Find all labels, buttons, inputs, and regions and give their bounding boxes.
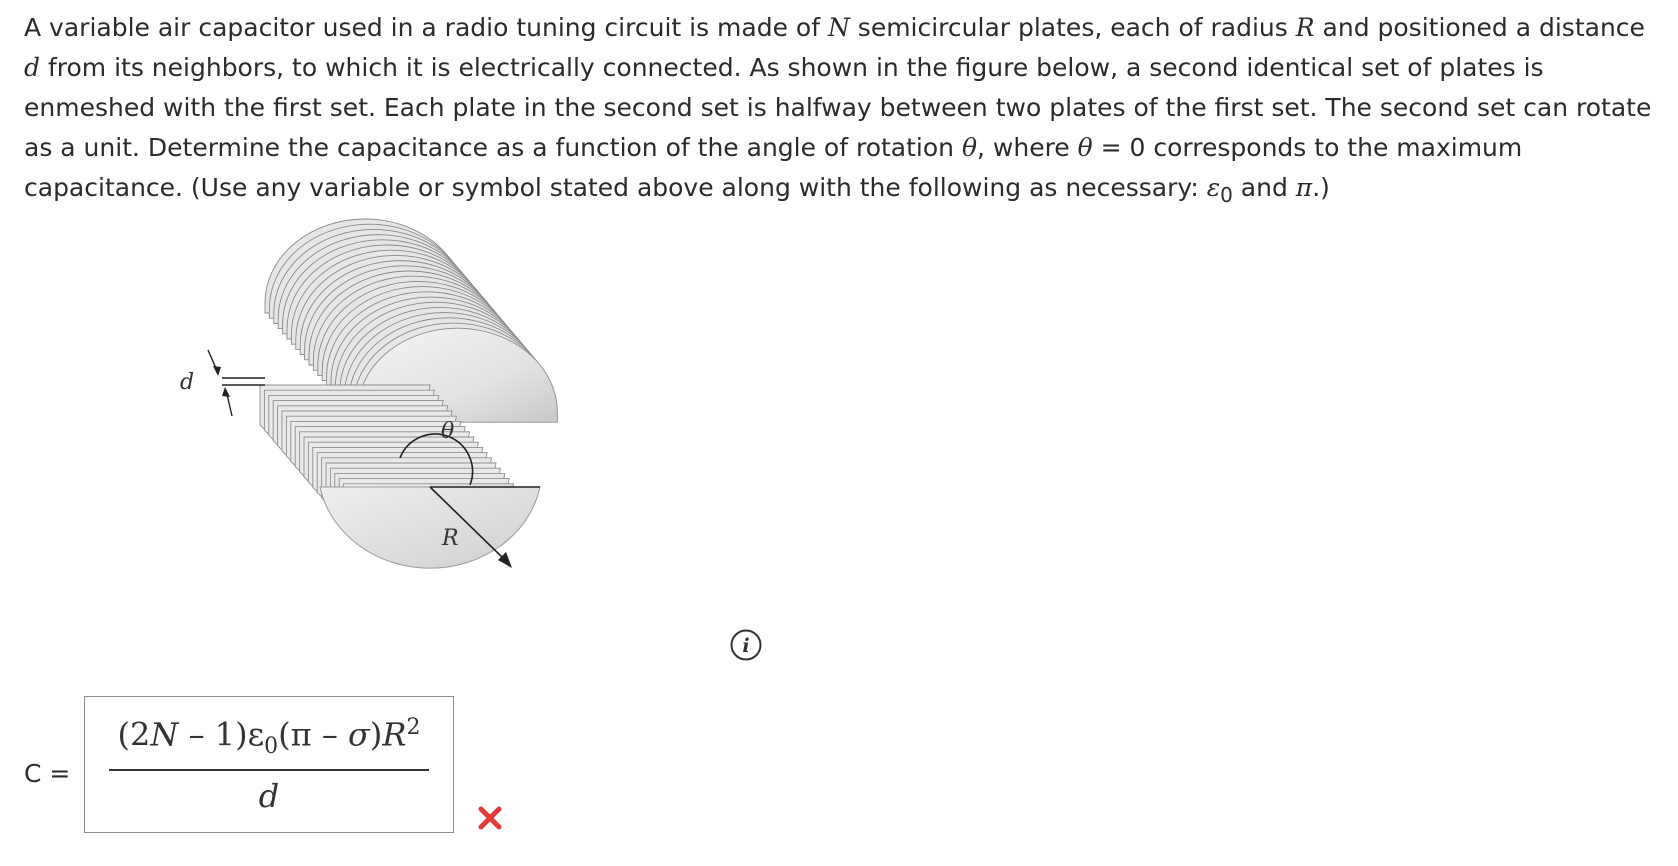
num-var-sigma: σ xyxy=(348,715,370,754)
symbol-pi: π xyxy=(1295,173,1313,202)
spacing-marker xyxy=(180,350,265,416)
num-var-N: N xyxy=(150,715,179,754)
var-d: d xyxy=(24,53,41,82)
problem-text: A variable air capacitor used in a radio tuning circuit is made of xyxy=(24,13,828,42)
var-R: R xyxy=(1295,13,1315,42)
num-var-R: R xyxy=(382,715,407,754)
symbol-epsilon: ε xyxy=(1206,173,1221,202)
label-theta: θ xyxy=(441,419,455,444)
problem-text: from its neighbors, to which it is electrically connected. As shown in the figure below, a second identical set of plates is enmeshed with the first set. Each plate in the second set is halfway between two plates of the first set. The second set can rotate as a unit. Determine the capacitance as a function of the angle of rotation xyxy=(24,53,1652,162)
num-part: ) xyxy=(369,715,383,754)
problem-text: .) xyxy=(1312,173,1330,202)
x-mark-icon xyxy=(476,804,504,832)
label-R: R xyxy=(442,526,459,551)
answer-numerator xyxy=(85,715,453,759)
info-icon[interactable] xyxy=(729,628,763,662)
problem-text: , where xyxy=(977,133,1078,162)
var-theta: θ xyxy=(1077,133,1093,162)
num-part: (2 xyxy=(117,715,151,754)
capacitor-figure xyxy=(160,215,600,655)
num-R-exponent: 2 xyxy=(406,715,421,740)
problem-text: and xyxy=(1232,173,1296,202)
answer-row xyxy=(0,696,700,866)
num-part: – 1)ε xyxy=(178,715,265,754)
answer-input[interactable] xyxy=(84,696,454,833)
problem-text: semicircular plates, each of radius xyxy=(849,13,1296,42)
answer-label: C = xyxy=(24,759,71,788)
epsilon-subscript: 0 xyxy=(1220,183,1233,207)
answer-denominator: d xyxy=(258,777,280,815)
svg-text:i: i xyxy=(742,635,750,657)
var-N: N xyxy=(827,13,850,42)
num-eps-subscript: 0 xyxy=(264,734,279,760)
fraction-bar xyxy=(109,769,429,771)
problem-text: and positioned a distance xyxy=(1314,13,1645,42)
var-theta: θ xyxy=(961,133,978,162)
num-part: (π – xyxy=(278,715,349,754)
label-d: d xyxy=(180,370,195,395)
problem-text: = 0 corresponds to the maximum capacitance. (Use any variable or symbol stated above along with the following as necessary: xyxy=(24,133,1523,202)
problem-statement xyxy=(24,8,1664,215)
